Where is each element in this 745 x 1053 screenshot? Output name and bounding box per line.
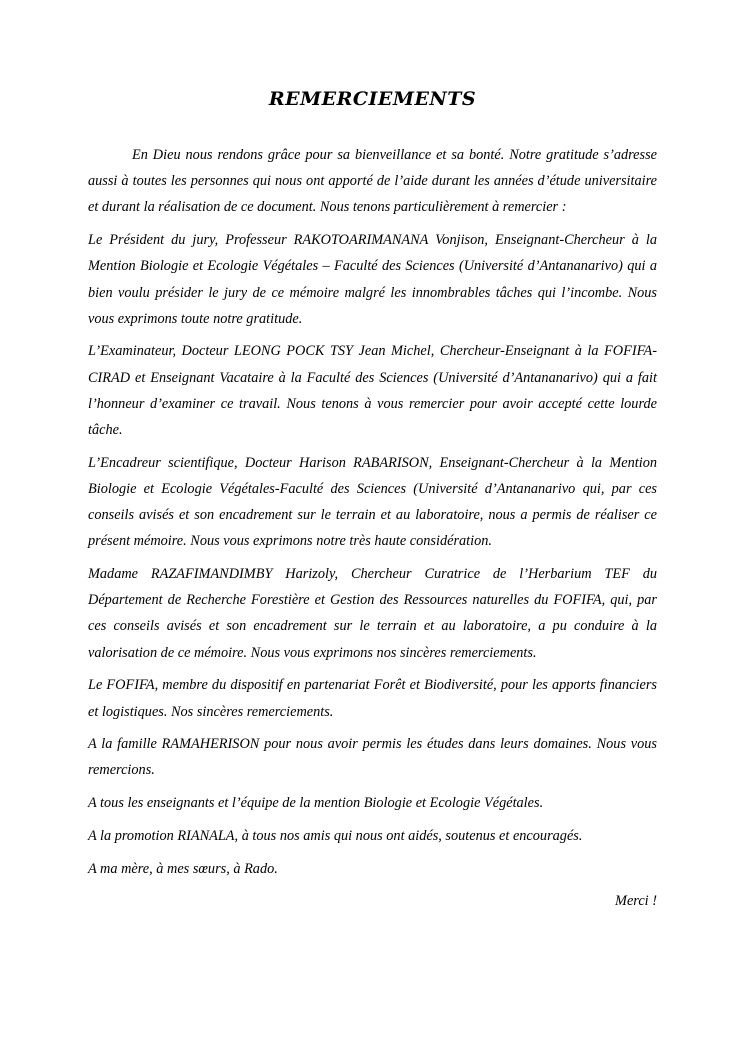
paragraph-famille-proche: A ma mère, à mes sœurs, à Rado. [88,860,278,877]
paragraph-president: Le Président du jury, Professeur RAKOTOARIMANANA Vonjison, Enseignant-Chercheur à la Mention Biologie et Ecologie Végétales – Faculté des Sciences (Université d’Antananarivo) qui a bien voulu présider le jury de ce mémoire malgré les innombrables tâches qui l’incombe. Nous vous exprimons toute notre gratitude. [88,232,657,327]
paragraph-examinateur: L’Examinateur, Docteur LEONG POCK TSY Jean Michel, Chercheur-Enseignant à la FOFIFA-CIRAD et Enseignant Vacataire à la Faculté des Sciences (Université d’Antananarivo) qui a fait l’honneur d’examiner ce travail. Nous tenons à vous remercier pour avoir accepté cette lourde tâche. [88,343,657,439]
document-body [88,142,657,914]
paragraph-encadreur: L’Encadreur scientifique, Docteur Harison RABARISON, Enseignant-Chercheur à la Mention Biologie et Ecologie Végétales-Faculté des Sciences (Université d’Antananarivo qui, par ces conseils avisés et son encadrement sur le terrain et au laboratoire, nous a permis de réaliser ce présent mémoire. Nous vous exprimons notre très haute considération. [88,454,657,550]
paragraph-intro: En Dieu nous rendons grâce pour sa bienveillance et sa bonté. Notre gratitude s’adresse aussi à toutes les personnes qui nous ont apporté de l’aide durant les années d’étude universitaire et durant la réalisation de ce document. Nous tenons particulièrement à remercier : [88,147,657,216]
paragraph-famille: A la famille RAMAHERISON pour nous avoir permis les études dans leurs domaines. Nous vous remercions. [88,736,657,779]
closing-text: Merci ! [615,893,657,910]
page-title: REMERCIEMENTS [268,88,477,110]
paragraph-fofifa: Le FOFIFA, membre du dispositif en partenariat Forêt et Biodiversité, pour les apports financiers et logistiques. Nos sincères remerciements. [88,677,657,720]
paragraph-promotion: A la promotion RIANALA, à tous nos amis qui nous ont aidés, soutenus et encouragés. [88,827,583,844]
paragraph-madame: Madame RAZAFIMANDIMBY Harizoly, Chercheur Curatrice de l’Herbarium TEF du Département de Recherche Forestière et Gestion des Ressources naturelles du FOFIFA, qui, par ces conseils avisés et son encadrement sur le terrain et au laboratoire, a pu conduire à la valorisation de ce mémoire. Nous vous exprimons nos sincères remerciements. [88,566,657,661]
paragraph-enseignants: A tous les enseignants et l’équipe de la mention Biologie et Ecologie Végétales. [88,795,544,812]
